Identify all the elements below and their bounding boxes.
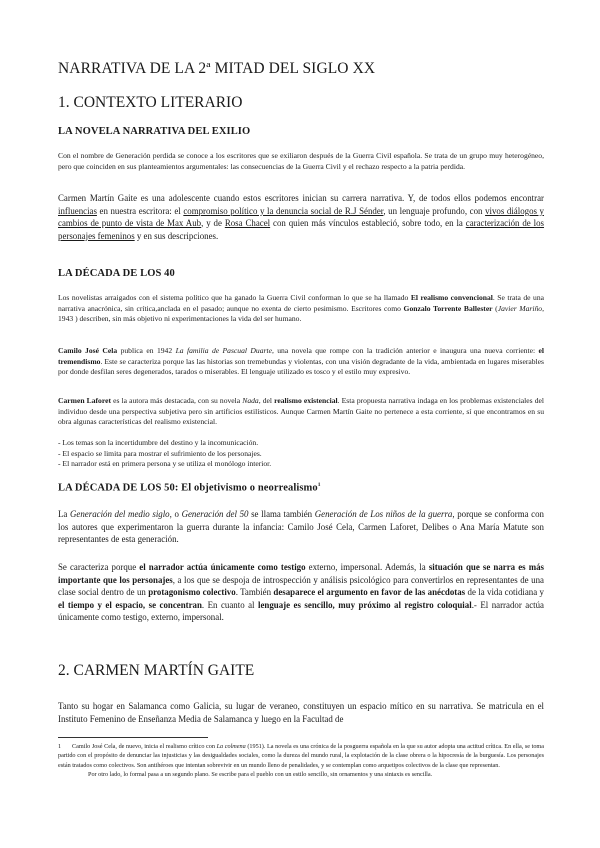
decada-40-paragraph-2: Camilo José Cela publica en 1942 La familia de Pascual Duarte, una novela que rompe con la tradición anterior e inaugura una nueva corriente: el tremendismo. Este se caracteriza porque las las historias son tremebundas y violentas, con una visión degradante de la vida, ambientada en lugares miserables por donde desfilan seres degenerados, tarados o miserables. El lenguaje utilizado es tosco y el estilo muy expresivo. [58,346,544,377]
decada-50-paragraph-2: Se caracteriza porque el narrador actúa únicamente como testigo externo, impersonal. Además, la situación que se narra es más importante que los personajes, a los que se despoja de introspección y análisis psicológico para convertirlos en representantes de una clase social dentro de un protagonismo colectivo. También desaparece el argumento en favor de las anécdotas de la vida cotidiana y el tiempo y el espacio, se concentran. En cuanto al lenguaje es sencillo, muy próximo al registro coloquial.- El narrador actúa únicamente como testigo, externo, impersonal. [58,562,544,623]
footnote-divider [58,737,208,738]
heading-decada-40: LA DÉCADA DE LOS 40 [58,268,175,279]
decada-40-paragraph-3: Carmen Laforet es la autora más destacada, con su novela Nada, del realismo existencial. Esta propuesta narrativa indaga en los problemas existenciales del individuo desde una perspectiva subjetiva pero sin artificios estilísticos. Aunque Carmen Martín Gaite no pertenece a esta corriente, sí que encontramos en su obra algunas características del realismo existencial. [58,396,544,427]
footnote [58,742,544,779]
exilio-paragraph-2: Carmen Martín Gaite es una adolescente cuando estos escritores inician su carrera narrativa. Y, de todos ellos podemos encontrar influencias en nuestra escritora: el compromiso político y la denuncia social de R.J Sénder, un lenguaje profundo, con vivos diálogos y cambios de punto de vista de Max Aub, y de Rosa Chacel con quien más vínculos estableció, sobre todo, en la caracterización de los personajes femeninos y en sus descripciones. [58,193,545,241]
footnote-text: 1 Camilo José Cela, de nuevo, inicia el realismo crítico con La colmena (1951). La novela es una crónica de la posguerra española en la que su autor adopta una actitud crítica. En ella, se toma partido con el propósito de denunciar las injusticias y las desigualdades sociales, como la dureza del mundo rural, la explotación de la clase obrera o la hipocresía de la burguesía. Los personajes están tratados como colectivos. Son antihéroes que intentan sobrevivir en un mundo lleno de penalidades, y se contemplan como arquetipos colectivos de la clase que representan. [58,743,544,769]
section-heading-carmen: 2. CARMEN MARTÍN GAITE [58,662,255,679]
heading-exilio: LA NOVELA NARRATIVA DEL EXILIO [58,126,251,137]
footnote-text-2: Por otro lado, lo formal pasa a un segundo plano. Se escribe para el pueblo con un estilo sencillo, sin ornamentos y una sintaxis es sencilla. [88,770,433,778]
list-item: - El narrador está en primera persona y se utiliza el monólogo interior. [58,459,272,469]
exilio-paragraph-1: Con el nombre de Generación perdida se conoce a los escritores que se exiliaron después de la Guerra Civil española. Se trata de un grupo muy heterogéneo, pero que coinciden en sus planteamientos argumentales: las consecuencias de la Guerra Civil y el rechazo respecto a la patria perdida. [58,151,544,171]
carmen-paragraph: Tanto su hogar en Salamanca como Galicia, su lugar de veraneo, constituyen un espacio mítico en su narrativa. Se matricula en el Instituto Femenino de Enseñanza Media de Salamanca y luego en la Facultad de [58,701,544,724]
heading-decada-50: LA DÉCADA DE LOS 50: El objetivismo o neorrealismo$^1$ [58,482,321,494]
section-heading-contexto: 1. CONTEXTO LITERARIO [58,94,243,111]
decada-50-paragraph-1: La Generación del medio siglo, o Generación del 50 se llama también Generación de Los niños de la guerra, porque se conforma con los autores que experimentaron la guerra durante la infancia: Camilo José Cela, Carmen Laforet, Delibes o Ana María Matute son representantes de esta generación. [58,509,544,545]
list-item: - Los temas son la incertidumbre del destino y la incomunicación. [58,438,259,447]
page-title: NARRATIVA DE LA 2ª MITAD DEL SIGLO XX [58,60,376,77]
decada-40-list [58,438,544,470]
decada-40-paragraph-1: Los novelistas arraigados con el sistema político que ha ganado la Guerra Civil conforman lo que se ha llamado El realismo convencional. Se trata de una narrativa anacrónica, sin crítica,anclada en el pasado; aunque no exenta de cierto pesimismo. Escritores como Gonzalo Torrente Ballester (Javier Mariño, 1943 ) describen, sin más objetivo ni experimentaciones la vida del ser humano. [58,293,544,324]
list-item: - El espacio se limita para mostrar el sufrimiento de los personajes. [58,448,262,458]
